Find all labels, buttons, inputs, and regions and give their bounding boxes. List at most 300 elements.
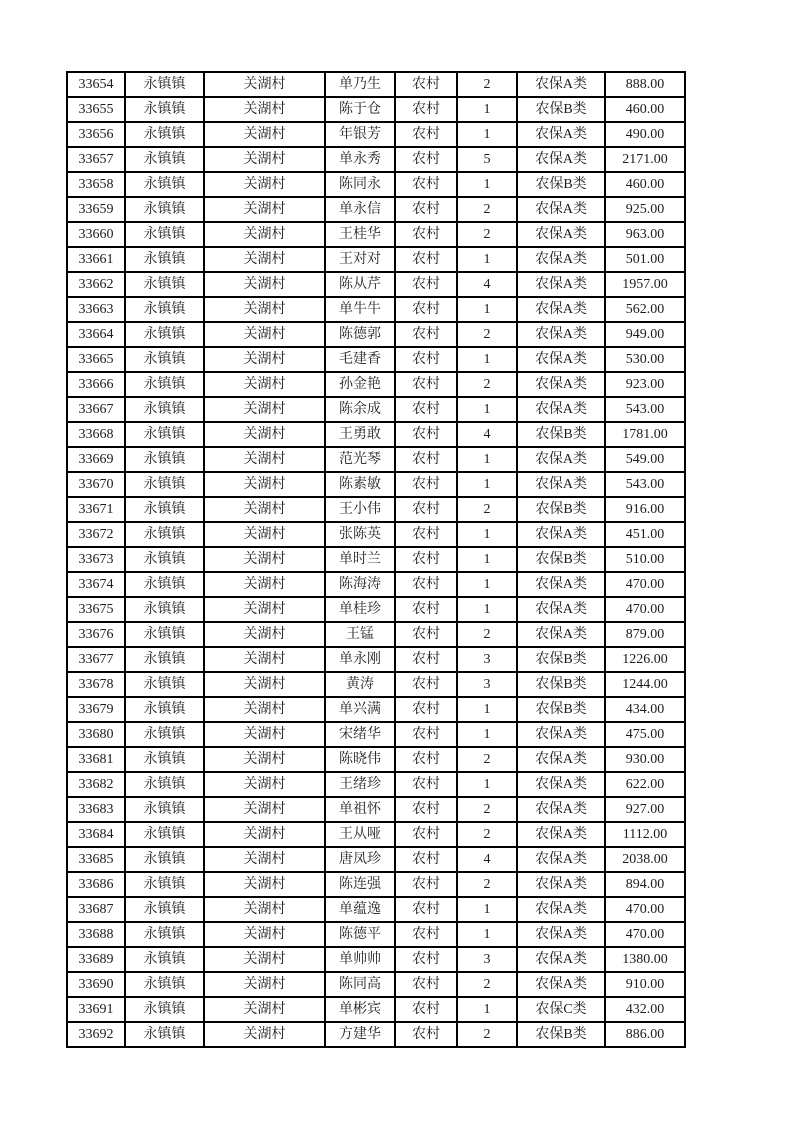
insurance-category-cell: 农保A类 [517,472,605,497]
residence-type-cell: 农村 [395,722,457,747]
insurance-category-cell: 农保A类 [517,972,605,997]
person-count-cell: 2 [457,322,517,347]
person-name-cell: 单彬宾 [325,997,395,1022]
person-count-cell: 1 [457,697,517,722]
insurance-category-cell: 农保A类 [517,122,605,147]
table-row [67,922,685,947]
table-row [67,322,685,347]
record-id-cell: 33674 [67,572,125,597]
insurance-category-cell: 农保A类 [517,922,605,947]
town-cell: 永镇镇 [125,922,204,947]
amount-cell: 460.00 [605,97,685,122]
town-cell: 永镇镇 [125,447,204,472]
record-id-cell: 33667 [67,397,125,422]
person-name-cell: 王从哑 [325,822,395,847]
amount-cell: 930.00 [605,747,685,772]
residence-type-cell: 农村 [395,822,457,847]
record-id-cell: 33686 [67,872,125,897]
record-id-cell: 33664 [67,322,125,347]
village-cell: 关湖村 [204,672,325,697]
table-row [67,697,685,722]
village-cell: 关湖村 [204,572,325,597]
person-count-cell: 1 [457,247,517,272]
record-id-cell: 33685 [67,847,125,872]
insurance-category-cell: 农保A类 [517,72,605,97]
person-count-cell: 2 [457,797,517,822]
insurance-records-table [66,71,686,1048]
village-cell: 关湖村 [204,497,325,522]
village-cell: 关湖村 [204,547,325,572]
record-id-cell: 33689 [67,947,125,972]
insurance-category-cell: 农保C类 [517,997,605,1022]
table-row [67,522,685,547]
insurance-category-cell: 农保A类 [517,197,605,222]
person-count-cell: 2 [457,972,517,997]
person-name-cell: 单兴满 [325,697,395,722]
town-cell: 永镇镇 [125,672,204,697]
residence-type-cell: 农村 [395,272,457,297]
residence-type-cell: 农村 [395,372,457,397]
table-row [67,497,685,522]
table-row [67,722,685,747]
amount-cell: 963.00 [605,222,685,247]
record-id-cell: 33672 [67,522,125,547]
town-cell: 永镇镇 [125,522,204,547]
record-id-cell: 33671 [67,497,125,522]
person-count-cell: 3 [457,672,517,697]
record-id-cell: 33663 [67,297,125,322]
person-count-cell: 4 [457,272,517,297]
person-count-cell: 1 [457,347,517,372]
village-cell: 关湖村 [204,97,325,122]
table-row [67,572,685,597]
residence-type-cell: 农村 [395,1022,457,1047]
table-row [67,422,685,447]
town-cell: 永镇镇 [125,572,204,597]
residence-type-cell: 农村 [395,647,457,672]
village-cell: 关湖村 [204,197,325,222]
amount-cell: 2171.00 [605,147,685,172]
record-id-cell: 33662 [67,272,125,297]
table-row [67,547,685,572]
residence-type-cell: 农村 [395,247,457,272]
person-name-cell: 王锰 [325,622,395,647]
town-cell: 永镇镇 [125,997,204,1022]
person-name-cell: 王小伟 [325,497,395,522]
amount-cell: 923.00 [605,372,685,397]
record-id-cell: 33682 [67,772,125,797]
person-name-cell: 陈同永 [325,172,395,197]
village-cell: 关湖村 [204,272,325,297]
person-count-cell: 2 [457,372,517,397]
village-cell: 关湖村 [204,247,325,272]
person-count-cell: 2 [457,747,517,772]
insurance-category-cell: 农保A类 [517,347,605,372]
residence-type-cell: 农村 [395,472,457,497]
person-name-cell: 王勇敢 [325,422,395,447]
residence-type-cell: 农村 [395,522,457,547]
table-row [67,772,685,797]
record-id-cell: 33687 [67,897,125,922]
table-row [67,222,685,247]
person-name-cell: 王桂华 [325,222,395,247]
town-cell: 永镇镇 [125,397,204,422]
record-id-cell: 33676 [67,622,125,647]
person-count-cell: 2 [457,822,517,847]
town-cell: 永镇镇 [125,372,204,397]
amount-cell: 894.00 [605,872,685,897]
residence-type-cell: 农村 [395,422,457,447]
table-row [67,372,685,397]
town-cell: 永镇镇 [125,847,204,872]
person-name-cell: 单乃生 [325,72,395,97]
amount-cell: 2038.00 [605,847,685,872]
table-row [67,597,685,622]
person-name-cell: 单桂珍 [325,597,395,622]
village-cell: 关湖村 [204,322,325,347]
insurance-category-cell: 农保A类 [517,872,605,897]
person-count-cell: 1 [457,572,517,597]
town-cell: 永镇镇 [125,97,204,122]
town-cell: 永镇镇 [125,872,204,897]
insurance-category-cell: 农保A类 [517,572,605,597]
town-cell: 永镇镇 [125,722,204,747]
amount-cell: 1112.00 [605,822,685,847]
insurance-category-cell: 农保B类 [517,1022,605,1047]
insurance-category-cell: 农保A类 [517,272,605,297]
record-id-cell: 33692 [67,1022,125,1047]
table-row [67,822,685,847]
person-name-cell: 单永刚 [325,647,395,672]
table-row [67,122,685,147]
person-name-cell: 单牛牛 [325,297,395,322]
record-id-cell: 33681 [67,747,125,772]
person-count-cell: 2 [457,72,517,97]
residence-type-cell: 农村 [395,922,457,947]
amount-cell: 888.00 [605,72,685,97]
town-cell: 永镇镇 [125,647,204,672]
table-row [67,947,685,972]
amount-cell: 530.00 [605,347,685,372]
person-name-cell: 单祖怀 [325,797,395,822]
record-id-cell: 33658 [67,172,125,197]
town-cell: 永镇镇 [125,297,204,322]
table-row [67,847,685,872]
village-cell: 关湖村 [204,797,325,822]
amount-cell: 927.00 [605,797,685,822]
record-id-cell: 33690 [67,972,125,997]
village-cell: 关湖村 [204,297,325,322]
residence-type-cell: 农村 [395,197,457,222]
table-row [67,272,685,297]
record-id-cell: 33691 [67,997,125,1022]
amount-cell: 1957.00 [605,272,685,297]
person-count-cell: 2 [457,197,517,222]
record-id-cell: 33660 [67,222,125,247]
town-cell: 永镇镇 [125,547,204,572]
amount-cell: 562.00 [605,297,685,322]
residence-type-cell: 农村 [395,97,457,122]
town-cell: 永镇镇 [125,1022,204,1047]
village-cell: 关湖村 [204,847,325,872]
amount-cell: 543.00 [605,472,685,497]
amount-cell: 434.00 [605,697,685,722]
record-id-cell: 33669 [67,447,125,472]
insurance-category-cell: 农保A类 [517,447,605,472]
village-cell: 关湖村 [204,872,325,897]
table-row [67,72,685,97]
town-cell: 永镇镇 [125,247,204,272]
insurance-category-cell: 农保B类 [517,547,605,572]
village-cell: 关湖村 [204,747,325,772]
record-id-cell: 33688 [67,922,125,947]
amount-cell: 1244.00 [605,672,685,697]
person-name-cell: 宋绪华 [325,722,395,747]
insurance-category-cell: 农保A类 [517,747,605,772]
residence-type-cell: 农村 [395,747,457,772]
amount-cell: 916.00 [605,497,685,522]
table-row [67,972,685,997]
person-count-cell: 4 [457,422,517,447]
insurance-category-cell: 农保A类 [517,722,605,747]
record-id-cell: 33661 [67,247,125,272]
insurance-category-cell: 农保B类 [517,672,605,697]
person-count-cell: 1 [457,722,517,747]
town-cell: 永镇镇 [125,472,204,497]
amount-cell: 432.00 [605,997,685,1022]
village-cell: 关湖村 [204,72,325,97]
table-row [67,797,685,822]
town-cell: 永镇镇 [125,147,204,172]
town-cell: 永镇镇 [125,322,204,347]
insurance-category-cell: 农保B类 [517,497,605,522]
record-id-cell: 33665 [67,347,125,372]
village-cell: 关湖村 [204,522,325,547]
residence-type-cell: 农村 [395,497,457,522]
village-cell: 关湖村 [204,597,325,622]
residence-type-cell: 农村 [395,947,457,972]
person-count-cell: 1 [457,997,517,1022]
table-row [67,672,685,697]
village-cell: 关湖村 [204,472,325,497]
amount-cell: 910.00 [605,972,685,997]
town-cell: 永镇镇 [125,772,204,797]
residence-type-cell: 农村 [395,322,457,347]
town-cell: 永镇镇 [125,597,204,622]
person-count-cell: 1 [457,597,517,622]
person-count-cell: 3 [457,647,517,672]
village-cell: 关湖村 [204,172,325,197]
insurance-category-cell: 农保A类 [517,597,605,622]
insurance-category-cell: 农保A类 [517,222,605,247]
record-id-cell: 33684 [67,822,125,847]
village-cell: 关湖村 [204,147,325,172]
table-row [67,197,685,222]
village-cell: 关湖村 [204,122,325,147]
village-cell: 关湖村 [204,947,325,972]
person-name-cell: 陈连强 [325,872,395,897]
residence-type-cell: 农村 [395,122,457,147]
person-name-cell: 陈德郭 [325,322,395,347]
person-name-cell: 单永信 [325,197,395,222]
village-cell: 关湖村 [204,422,325,447]
residence-type-cell: 农村 [395,897,457,922]
record-id-cell: 33654 [67,72,125,97]
amount-cell: 879.00 [605,622,685,647]
person-name-cell: 陈从芹 [325,272,395,297]
insurance-category-cell: 农保B类 [517,97,605,122]
residence-type-cell: 农村 [395,997,457,1022]
record-id-cell: 33668 [67,422,125,447]
person-count-cell: 1 [457,172,517,197]
person-name-cell: 陈晓伟 [325,747,395,772]
residence-type-cell: 农村 [395,597,457,622]
insurance-category-cell: 农保A类 [517,947,605,972]
town-cell: 永镇镇 [125,747,204,772]
person-count-cell: 1 [457,472,517,497]
amount-cell: 510.00 [605,547,685,572]
village-cell: 关湖村 [204,647,325,672]
town-cell: 永镇镇 [125,172,204,197]
table-row [67,297,685,322]
village-cell: 关湖村 [204,697,325,722]
person-name-cell: 王对对 [325,247,395,272]
village-cell: 关湖村 [204,447,325,472]
insurance-category-cell: 农保A类 [517,322,605,347]
village-cell: 关湖村 [204,897,325,922]
person-name-cell: 陈素敏 [325,472,395,497]
record-id-cell: 33670 [67,472,125,497]
residence-type-cell: 农村 [395,672,457,697]
amount-cell: 549.00 [605,447,685,472]
insurance-category-cell: 农保A类 [517,247,605,272]
person-name-cell: 年银芳 [325,122,395,147]
insurance-category-cell: 农保A类 [517,622,605,647]
amount-cell: 622.00 [605,772,685,797]
residence-type-cell: 农村 [395,772,457,797]
insurance-category-cell: 农保A类 [517,797,605,822]
record-id-cell: 33675 [67,597,125,622]
residence-type-cell: 农村 [395,397,457,422]
table-row [67,997,685,1022]
table-body [67,72,685,1047]
table-row [67,472,685,497]
residence-type-cell: 农村 [395,797,457,822]
town-cell: 永镇镇 [125,697,204,722]
residence-type-cell: 农村 [395,547,457,572]
residence-type-cell: 农村 [395,147,457,172]
amount-cell: 490.00 [605,122,685,147]
record-id-cell: 33680 [67,722,125,747]
person-name-cell: 陈于仓 [325,97,395,122]
table-row [67,247,685,272]
residence-type-cell: 农村 [395,172,457,197]
residence-type-cell: 农村 [395,622,457,647]
town-cell: 永镇镇 [125,622,204,647]
person-count-cell: 3 [457,947,517,972]
insurance-category-cell: 农保A类 [517,897,605,922]
insurance-category-cell: 农保A类 [517,397,605,422]
person-count-cell: 2 [457,1022,517,1047]
amount-cell: 886.00 [605,1022,685,1047]
insurance-category-cell: 农保B类 [517,647,605,672]
record-id-cell: 33655 [67,97,125,122]
insurance-category-cell: 农保A类 [517,847,605,872]
insurance-category-cell: 农保B类 [517,172,605,197]
village-cell: 关湖村 [204,372,325,397]
person-count-cell: 1 [457,547,517,572]
residence-type-cell: 农村 [395,222,457,247]
table-row [67,347,685,372]
amount-cell: 460.00 [605,172,685,197]
person-name-cell: 单帅帅 [325,947,395,972]
village-cell: 关湖村 [204,722,325,747]
village-cell: 关湖村 [204,347,325,372]
table-row [67,647,685,672]
amount-cell: 470.00 [605,897,685,922]
person-name-cell: 陈余成 [325,397,395,422]
record-id-cell: 33656 [67,122,125,147]
table-row [67,397,685,422]
person-count-cell: 1 [457,447,517,472]
person-name-cell: 王绪珍 [325,772,395,797]
town-cell: 永镇镇 [125,272,204,297]
village-cell: 关湖村 [204,972,325,997]
village-cell: 关湖村 [204,222,325,247]
residence-type-cell: 农村 [395,872,457,897]
person-count-cell: 1 [457,897,517,922]
town-cell: 永镇镇 [125,497,204,522]
person-count-cell: 2 [457,872,517,897]
person-name-cell: 范光琴 [325,447,395,472]
person-name-cell: 单永秀 [325,147,395,172]
person-name-cell: 单时兰 [325,547,395,572]
person-name-cell: 张陈英 [325,522,395,547]
person-name-cell: 孙金艳 [325,372,395,397]
residence-type-cell: 农村 [395,347,457,372]
person-name-cell: 陈德平 [325,922,395,947]
person-name-cell: 陈同高 [325,972,395,997]
town-cell: 永镇镇 [125,122,204,147]
person-count-cell: 1 [457,922,517,947]
amount-cell: 470.00 [605,597,685,622]
person-name-cell: 单蕴逸 [325,897,395,922]
person-count-cell: 1 [457,522,517,547]
amount-cell: 1226.00 [605,647,685,672]
record-id-cell: 33666 [67,372,125,397]
table-row [67,97,685,122]
town-cell: 永镇镇 [125,797,204,822]
table-row [67,897,685,922]
town-cell: 永镇镇 [125,897,204,922]
person-count-cell: 2 [457,622,517,647]
town-cell: 永镇镇 [125,222,204,247]
table-row [67,1022,685,1047]
insurance-category-cell: 农保A类 [517,372,605,397]
record-id-cell: 33679 [67,697,125,722]
amount-cell: 1781.00 [605,422,685,447]
residence-type-cell: 农村 [395,72,457,97]
record-id-cell: 33678 [67,672,125,697]
amount-cell: 451.00 [605,522,685,547]
person-count-cell: 2 [457,497,517,522]
village-cell: 关湖村 [204,772,325,797]
amount-cell: 470.00 [605,922,685,947]
amount-cell: 925.00 [605,197,685,222]
village-cell: 关湖村 [204,397,325,422]
village-cell: 关湖村 [204,922,325,947]
amount-cell: 470.00 [605,572,685,597]
